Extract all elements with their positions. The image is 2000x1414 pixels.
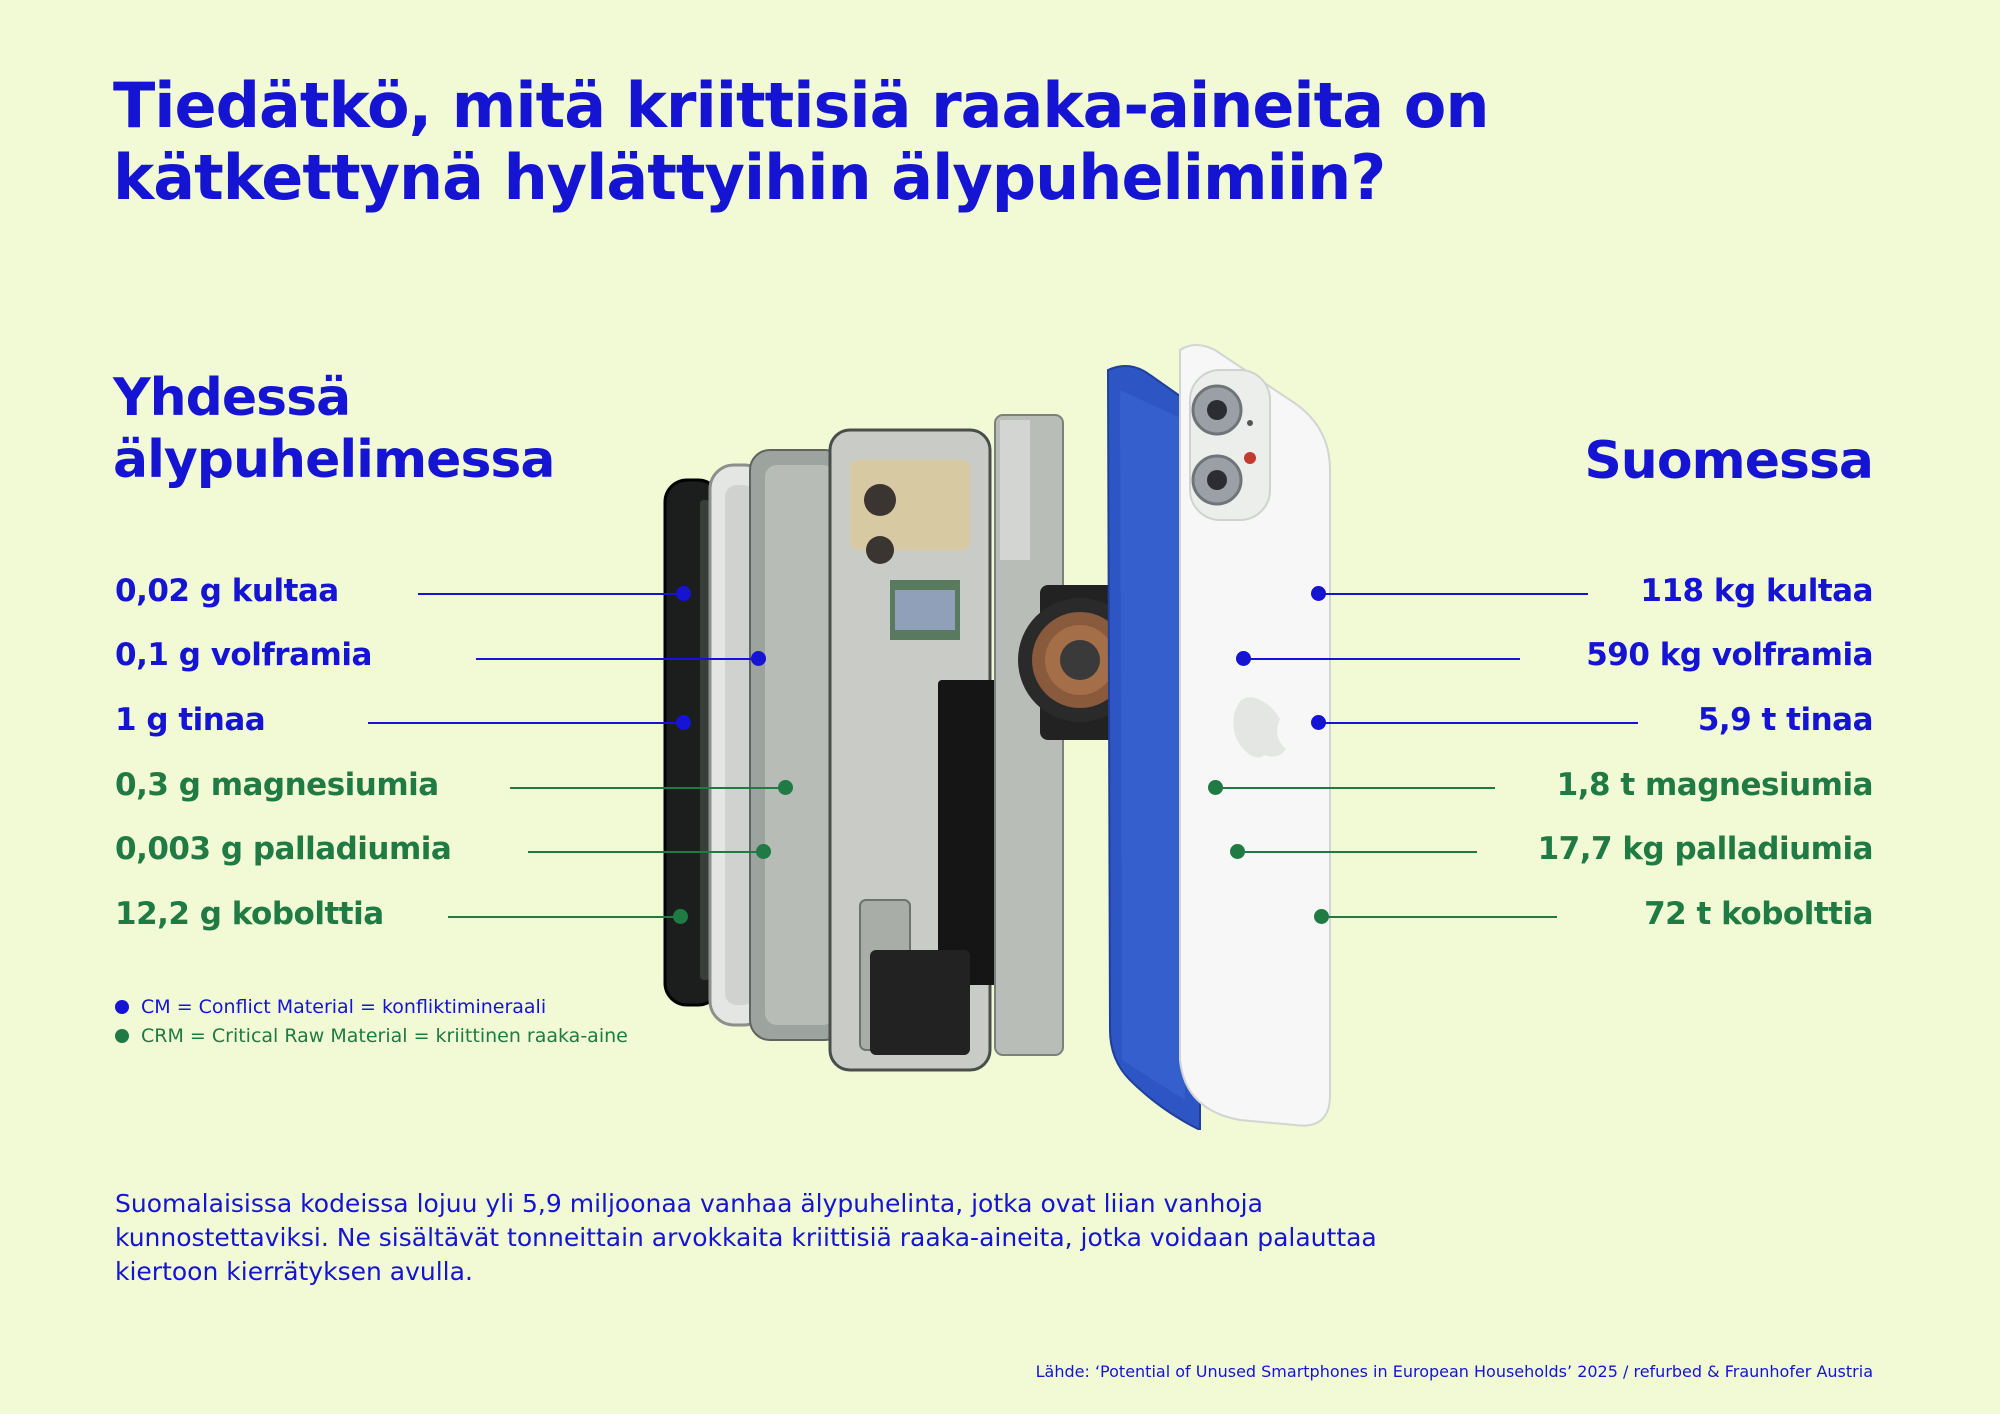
leader-line (1318, 722, 1638, 724)
leader-line (1237, 851, 1477, 853)
per-phone-tin: 1 g tinaa (115, 702, 266, 738)
page-title: Tiedätkö, mitä kriittisiä raaka-aineita on kätkettynä hylättyihin älypuhelimiin? (113, 69, 1489, 214)
leader-line (418, 593, 683, 595)
leader-line (448, 916, 680, 918)
finland-tin: 5,9 t tinaa (1697, 702, 1873, 738)
legend-dot-icon (115, 1029, 129, 1043)
leader-line (528, 851, 763, 853)
finland-tungsten: 590 kg volframia (1586, 637, 1873, 673)
marker-dot (676, 586, 691, 601)
legend-dot-icon (115, 1000, 129, 1014)
finland-cobalt: 72 t kobolttia (1644, 896, 1873, 932)
leader-line (510, 787, 785, 789)
leader-line (368, 722, 683, 724)
leader-line (476, 658, 758, 660)
per-phone-palladium: 0,003 g palladiumia (115, 831, 452, 867)
finland-magnesium: 1,8 t magnesiumia (1556, 767, 1873, 803)
leader-line (1318, 593, 1588, 595)
exploded-phone-illustration (640, 340, 1360, 1130)
legend-label: CM = Conflict Material = konfliktimineraali (141, 996, 547, 1018)
finland-palladium: 17,7 kg palladiumia (1537, 831, 1873, 867)
intro-paragraph: Suomalaisissa kodeissa lojuu yli 5,9 miljoonaa vanhaa älypuhelinta, jotka ovat liian vanhoja kunnostettaviksi. Ne sisältävät tonneittain arvokkaita kriittisiä raaka-aineita, jotka voidaan palauttaa kiertoon kierrätyksen avulla. (115, 1189, 1377, 1286)
leader-line (1215, 787, 1495, 789)
marker-dot (778, 780, 793, 795)
legend-conflict-material (115, 993, 546, 1021)
marker-dot (751, 651, 766, 666)
per-phone-gold: 0,02 g kultaa (115, 573, 339, 609)
legend-label: CRM = Critical Raw Material = kriittinen raaka-aine (141, 1025, 628, 1047)
per-phone-magnesium: 0,3 g magnesiumia (115, 767, 439, 803)
per-phone-heading: Yhdessä älypuhelimessa (113, 368, 555, 490)
finland-heading: Suomessa (1584, 431, 1873, 491)
marker-dot (756, 844, 771, 859)
leader-line (1243, 658, 1520, 660)
legend-critical-raw-material (115, 1022, 628, 1050)
finland-gold: 118 kg kultaa (1640, 573, 1873, 609)
marker-dot (673, 909, 688, 924)
marker-dot (676, 715, 691, 730)
source-note: Lähde: ‘Potential of Unused Smartphones in European Households’ 2025 / refurbed & Fraunhofer Austria (1035, 1362, 1873, 1381)
leader-line (1321, 916, 1557, 918)
per-phone-cobalt: 12,2 g kobolttia (115, 896, 384, 932)
per-phone-tungsten: 0,1 g volframia (115, 637, 372, 673)
